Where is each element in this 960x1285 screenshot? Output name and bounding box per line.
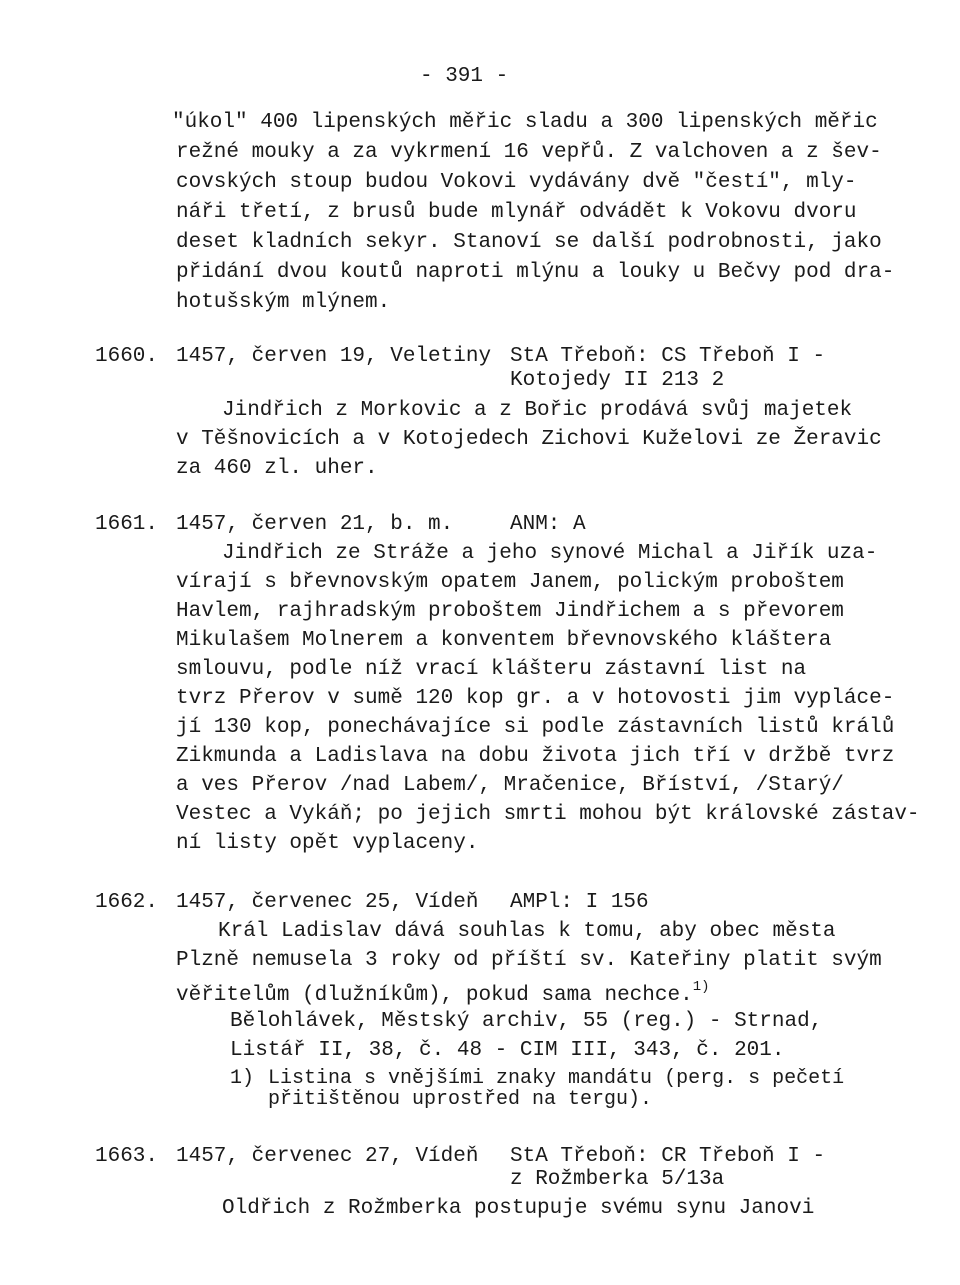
text-line: deset kladních sekyr. Stanoví se další podrobnosti, jako	[176, 231, 882, 254]
text-line: Plzně nemusela 3 roky od příští sv. Kateřiny platit svým	[176, 949, 882, 972]
entry-number: 1660.	[95, 345, 159, 368]
text-line: vírají s břevnovským opatem Janem, polickým proboštem	[176, 571, 844, 594]
footnote-line: přitištěnou uprostřed na tergu).	[268, 1088, 653, 1111]
text-line: smlouvu, podle níž vrací klášteru zástavní list na	[176, 658, 807, 681]
text-line: jí 130 kop, ponechávajíce si podle zástavních listů králů	[176, 716, 895, 739]
entry-header: 1457, červenec 25, Vídeň	[176, 891, 479, 914]
literature-line: Listář II, 38, č. 48 - CIM III, 343, č. 201.	[230, 1039, 785, 1062]
text-line: Havlem, rajhradským proboštem Jindřichem a s převorem	[176, 600, 844, 623]
text-line: a ves Přerov /nad Labem/, Mračenice, Bříství, /Starý/	[176, 774, 844, 797]
text-line: v Těšnovicích a v Kotojedech Zichovi Kuželovi ze Žeravic	[176, 428, 882, 451]
text-line: Oldřich z Rožmberka postupuje svému synu Janovi	[222, 1197, 815, 1220]
text-line: za 460 zl. uher.	[176, 457, 378, 480]
text-line: tvrz Přerov v sumě 120 kop gr. a v hotovosti jim vypláce-	[176, 687, 895, 710]
entry-source: StA Třeboň: CS Třeboň I -	[510, 345, 826, 368]
text-line: Král Ladislav dává souhlas k tomu, aby obec města	[218, 920, 836, 943]
entry-source: Kotojedy II 213 2	[510, 369, 725, 392]
text-line: Mikulašem Molnerem a konventem břevnovského kláštera	[176, 629, 832, 652]
entry-number: 1662.	[95, 891, 159, 914]
text-line: Vestec a Vykáň; po jejich smrti mohou být královské zástav-	[176, 803, 920, 826]
text-segment: věřitelům (dlužníkům), pokud sama nechce.	[176, 984, 693, 1007]
text-line: hotušským mlýnem.	[176, 291, 391, 314]
text-line: náři třetí, z brusů bude mlynář odvádět k Vokovu dvoru	[176, 201, 857, 224]
entry-header: 1457, červenec 27, Vídeň	[176, 1145, 479, 1168]
text-line: Jindřich z Morkovic a z Bořic prodává svůj majetek	[222, 399, 853, 422]
footnote-line: Listina s vnějšími znaky mandátu (perg. s pečetí	[268, 1067, 845, 1090]
footnote-marker: 1)	[692, 979, 710, 995]
text-line: Jindřich ze Stráže a jeho synové Michal a Jiřík uza-	[222, 542, 878, 565]
entry-header: 1457, červen 19, Veletiny	[176, 345, 492, 368]
text-line	[176, 980, 710, 1006]
entry-source: ANM: A	[510, 513, 586, 536]
entry-source: z Rožmberka 5/13a	[510, 1168, 725, 1191]
text-line: "úkol" 400 lipenských měřic sladu a 300 lipenských měřic	[172, 111, 878, 134]
entry-header: 1457, červen 21, b. m.	[176, 513, 454, 536]
literature-line: Bělohlávek, Městský archiv, 55 (reg.) - Strnad,	[230, 1010, 823, 1033]
text-line: režné mouky a za vykrmení 16 vepřů. Z valchoven a z šev-	[176, 141, 882, 164]
entry-source: StA Třeboň: CR Třeboň I -	[510, 1145, 826, 1168]
text-line: přidání dvou koutů naproti mlýnu a louky u Bečvy pod dra-	[176, 261, 895, 284]
entry-source: AMPl: I 156	[510, 891, 649, 914]
text-line: Zikmunda a Ladislava na dobu života jich tří v držbě tvrz	[176, 745, 895, 768]
entry-number: 1661.	[95, 513, 159, 536]
page-number: - 391 -	[420, 65, 509, 88]
entry-number: 1663.	[95, 1145, 159, 1168]
footnote-marker-label: 1)	[230, 1067, 255, 1090]
text-line: ní listy opět vyplaceny.	[176, 832, 479, 855]
text-line: covských stoup budou Vokovi vydávány dvě "čestí", mly-	[176, 171, 857, 194]
